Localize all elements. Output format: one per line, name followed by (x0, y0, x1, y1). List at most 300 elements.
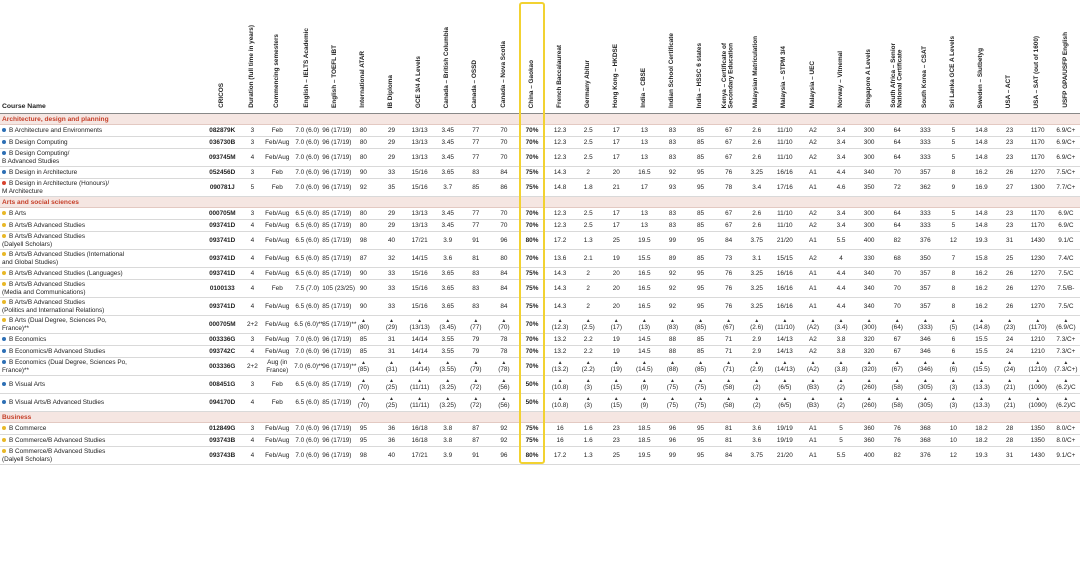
cell-malaysian-matriculation: 3.25 (743, 268, 771, 280)
course-name-cell[interactable] (0, 316, 201, 334)
cell-kenya-certificate-of-secondary-education: 67 (715, 137, 743, 149)
course-name-text: B Design Computing/ (9, 150, 70, 158)
cell-value: (58) (722, 401, 735, 409)
cell-usa-act: 31 (996, 232, 1024, 250)
cell-hong-kong-hkdse (602, 316, 630, 334)
cell-commencing-semesters: Aug (in France) (261, 358, 293, 376)
cricos-code-cell: 000705M (201, 208, 244, 220)
course-name-cell[interactable] (0, 376, 201, 394)
cell-sweden-slutbetyg: 16.2 (967, 280, 995, 298)
column-header-label: French Baccalaureat (555, 45, 563, 108)
column-header-label: South Africa – Senior National Certificate (889, 43, 904, 108)
cell-sri-lanka-gce-a-levels: 8 (939, 268, 967, 280)
cell-value: (83) (666, 323, 679, 331)
cell-sweden-slutbetyg: 19.3 (967, 232, 995, 250)
course-name-text: France)** (2, 366, 29, 374)
cell-canada-british-columbia: 3.65 (434, 298, 462, 316)
up-triangle-icon: ▲ (417, 359, 423, 366)
cell-english-toefl-ibt: 85 (17/19) (321, 376, 349, 394)
cell-indian-school-certificate (658, 358, 686, 376)
blue-bullet-icon (2, 337, 6, 341)
cell-duration-full-time-in-years: 3 (244, 334, 262, 346)
cell-usa-act: 25 (996, 250, 1024, 268)
cell-canada-british-columbia: 3.65 (434, 268, 462, 280)
cell-international-atar: 90 (349, 268, 377, 280)
cell-kenya-certificate-of-secondary-education: 76 (715, 167, 743, 179)
table-row (0, 179, 1080, 197)
course-name-cell[interactable] (0, 346, 201, 358)
up-triangle-icon: ▲ (557, 377, 563, 384)
cell-hong-kong-hkdse: 17 (602, 208, 630, 220)
cell-kenya-certificate-of-secondary-education (715, 394, 743, 412)
blue-bullet-icon (2, 151, 6, 155)
course-name-cell[interactable] (0, 298, 201, 316)
cell-indian-school-certificate: 96 (658, 423, 686, 435)
course-name-cell[interactable] (0, 125, 201, 137)
column-header-label: India – HSSC 6 states (696, 42, 704, 108)
cell-south-korea-csat: 357 (911, 280, 939, 298)
cell-ib-diploma: 29 (377, 137, 405, 149)
cell-gce-3-4-a-levels: 14/14 (406, 334, 434, 346)
cell-south-africa-senior-national-certificate: 82 (883, 447, 911, 465)
cell-french-baccalaureat: 14.8 (546, 179, 574, 197)
blue-bullet-icon (2, 360, 6, 364)
cell-usfp-gpa-usfp-english (1052, 376, 1080, 394)
cell-india-cbse: 17 (630, 179, 658, 197)
up-triangle-icon: ▲ (810, 395, 816, 402)
cell-sri-lanka-gce-a-levels (939, 376, 967, 394)
cell-value: (11/10) (774, 323, 795, 331)
cell-duration-full-time-in-years: 4 (244, 250, 262, 268)
cell-sri-lanka-gce-a-levels: 6 (939, 334, 967, 346)
cell-usfp-gpa-usfp-english: 6.9/C (1052, 220, 1080, 232)
up-triangle-icon: ▲ (389, 395, 394, 402)
column-header-label: Duration (full time in years) (248, 25, 256, 108)
cell-canada-nova-scotia: 78 (490, 346, 518, 358)
cell-usa-act: 27 (996, 179, 1024, 197)
cell-singapore-a-levels (855, 394, 883, 412)
cell-norway-vitnemal: 3.8 (827, 334, 855, 346)
course-name-text: M Architecture (2, 187, 43, 195)
cell-value: (9) (640, 383, 649, 391)
cell-canada-ossd: 91 (462, 447, 490, 465)
cell-value: (A2) (806, 323, 819, 331)
cell-germany-abitur (574, 358, 602, 376)
cell-india-cbse (630, 358, 658, 376)
cell-malaysia-uec: A1 (799, 447, 827, 465)
cell-value: (3) (949, 401, 958, 409)
course-name-cell[interactable] (0, 137, 201, 149)
cell-value: (2) (752, 383, 761, 391)
cell-malaysia-uec (799, 376, 827, 394)
cell-english-toefl-ibt: 96 (17/19) (321, 435, 349, 447)
cell-gce-3-4-a-levels: 13/13 (406, 125, 434, 137)
cell-value: (13.3) (973, 383, 990, 391)
cell-value: (29) (385, 323, 398, 331)
course-name-cell[interactable] (0, 208, 201, 220)
cell-canada-british-columbia: 3.65 (434, 167, 462, 179)
cell-value: (14/14) (409, 365, 430, 373)
course-name-cell[interactable] (0, 179, 201, 197)
cricos-code-cell: 090781J (201, 179, 244, 197)
cell-norway-vitnemal: 4.4 (827, 268, 855, 280)
cell-duration-full-time-in-years: 3 (244, 208, 262, 220)
cell-usa-act: 26 (996, 268, 1024, 280)
cell-sweden-slutbetyg: 16.2 (967, 167, 995, 179)
up-triangle-icon: ▲ (1035, 359, 1041, 366)
cell-singapore-a-levels: 400 (855, 232, 883, 250)
cell-china-gaokao: 70% (518, 220, 546, 232)
cell-malaysia-uec: A2 (799, 125, 827, 137)
cell-gce-3-4-a-levels: 17/21 (406, 232, 434, 250)
cell-usa-sat-out-of-1600: 1350 (1024, 435, 1052, 447)
cell-south-africa-senior-national-certificate (883, 376, 911, 394)
up-triangle-icon: ▲ (360, 359, 366, 366)
cell-south-korea-csat: 362 (911, 179, 939, 197)
cell-kenya-certificate-of-secondary-education: 78 (715, 179, 743, 197)
cell-french-baccalaureat: 16 (546, 435, 574, 447)
up-triangle-icon: ▲ (1035, 317, 1041, 324)
cell-hong-kong-hkdse: 21 (602, 179, 630, 197)
cell-germany-abitur (574, 376, 602, 394)
yellow-bullet-icon (2, 252, 6, 256)
course-name-cell[interactable] (0, 149, 201, 167)
cell-india-hssc-6-states (687, 394, 715, 412)
cell-english-ielts-academic: 7.0 (6.0) (293, 137, 321, 149)
cell-ib-diploma: 40 (377, 447, 405, 465)
cell-sri-lanka-gce-a-levels: 8 (939, 280, 967, 298)
cell-sweden-slutbetyg (967, 394, 995, 412)
cell-french-baccalaureat (546, 376, 574, 394)
cell-canada-nova-scotia (490, 376, 518, 394)
cell-kenya-certificate-of-secondary-education: 81 (715, 423, 743, 435)
cell-gce-3-4-a-levels (406, 376, 434, 394)
cell-canada-british-columbia: 3.8 (434, 423, 462, 435)
course-name-text: B Architecture and Environments (9, 126, 103, 134)
blue-bullet-icon (2, 140, 6, 144)
cell-usfp-gpa-usfp-english: 6.9/C+ (1052, 125, 1080, 137)
cricos-code-cell: 003336G (201, 358, 244, 376)
up-triangle-icon: ▲ (417, 377, 423, 384)
cell-singapore-a-levels: 300 (855, 137, 883, 149)
cell-kenya-certificate-of-secondary-education: 76 (715, 268, 743, 280)
cricos-code-cell: 093743B (201, 447, 244, 465)
up-triangle-icon: ▲ (838, 317, 844, 324)
cell-india-hssc-6-states: 85 (687, 334, 715, 346)
cell-usfp-gpa-usfp-english: 7.5/B- (1052, 280, 1080, 298)
cell-commencing-semesters: Feb/Aug (261, 316, 293, 334)
cell-value: (85) (357, 365, 370, 373)
cell-singapore-a-levels: 330 (855, 250, 883, 268)
cell-canada-ossd: 91 (462, 232, 490, 250)
cell-usa-sat-out-of-1600 (1024, 358, 1052, 376)
cell-germany-abitur: 2 (574, 268, 602, 280)
course-name-cell[interactable] (0, 447, 201, 465)
cell-germany-abitur: 1.6 (574, 423, 602, 435)
yellow-bullet-icon (2, 282, 6, 286)
section-title: Arts and social sciences (0, 197, 1080, 208)
cell-canada-nova-scotia: 86 (490, 179, 518, 197)
cell-norway-vitnemal: 3.4 (827, 220, 855, 232)
up-triangle-icon: ▲ (866, 317, 872, 324)
cell-value: (12.3) (551, 323, 569, 331)
up-triangle-icon: ▲ (894, 377, 900, 384)
cell-sweden-slutbetyg: 15.8 (967, 250, 995, 268)
cell-malaysian-matriculation: 3.6 (743, 423, 771, 435)
cell-commencing-semesters: Feb (261, 179, 293, 197)
cell-english-ielts-academic: 7.0 (6.0) (293, 125, 321, 137)
cell-indian-school-certificate: 99 (658, 447, 686, 465)
cell-value: (15) (610, 383, 622, 391)
cell-malaysia-uec: A2 (799, 346, 827, 358)
cell-gce-3-4-a-levels (406, 316, 434, 334)
table-row (0, 394, 1080, 412)
course-name-text: B Commerce (9, 424, 47, 432)
cell-value: (A2) (806, 365, 819, 373)
cell-norway-vitnemal: 3.4 (827, 137, 855, 149)
cell-south-africa-senior-national-certificate: 70 (883, 298, 911, 316)
cell-south-africa-senior-national-certificate: 82 (883, 232, 911, 250)
cell-ib-diploma: 33 (377, 298, 405, 316)
cell-canada-british-columbia: 3.8 (434, 435, 462, 447)
cell-usa-act: 28 (996, 435, 1024, 447)
cell-singapore-a-levels: 400 (855, 447, 883, 465)
cell-english-toefl-ibt: 85 (17/19) (321, 208, 349, 220)
up-triangle-icon: ▲ (726, 317, 732, 324)
cell-china-gaokao: 70% (518, 149, 546, 167)
blue-bullet-icon (2, 170, 6, 174)
cell-commencing-semesters: Feb/Aug (261, 346, 293, 358)
cell-germany-abitur: 2.5 (574, 208, 602, 220)
cell-india-hssc-6-states: 95 (687, 179, 715, 197)
cell-value: (14.8) (973, 323, 990, 331)
cell-indian-school-certificate (658, 394, 686, 412)
cell-south-africa-senior-national-certificate: 70 (883, 268, 911, 280)
cell-indian-school-certificate (658, 316, 686, 334)
up-triangle-icon: ▲ (950, 395, 956, 402)
cell-germany-abitur: 1.6 (574, 435, 602, 447)
cell-malaysian-matriculation (743, 316, 771, 334)
cell-duration-full-time-in-years: 4 (244, 447, 262, 465)
cell-canada-nova-scotia: 70 (490, 149, 518, 167)
cell-ib-diploma (377, 316, 405, 334)
column-header-india-cbse (630, 0, 658, 114)
cell-english-ielts-academic: 7.0 (6.0) (293, 179, 321, 197)
cell-gce-3-4-a-levels: 13/13 (406, 149, 434, 167)
course-name-cell[interactable] (0, 280, 201, 298)
cell-canada-nova-scotia: 70 (490, 137, 518, 149)
section-title: Business (0, 412, 1080, 423)
cell-usfp-gpa-usfp-english: 7.5/C (1052, 268, 1080, 280)
course-name-cell[interactable] (0, 220, 201, 232)
column-header-duration-full-time-in-years (244, 0, 262, 114)
up-triangle-icon: ▲ (389, 359, 394, 366)
cell-gce-3-4-a-levels (406, 358, 434, 376)
cell-french-baccalaureat: 17.2 (546, 447, 574, 465)
cell-canada-ossd: 77 (462, 125, 490, 137)
course-name-cell[interactable] (0, 394, 201, 412)
cell-malaysia-stpm-3-4: 16/16 (771, 280, 799, 298)
cell-south-africa-senior-national-certificate: 70 (883, 167, 911, 179)
column-header-canada-ossd (462, 0, 490, 114)
cell-hong-kong-hkdse (602, 358, 630, 376)
cell-south-korea-csat: 333 (911, 125, 939, 137)
cell-sweden-slutbetyg: 18.2 (967, 435, 995, 447)
cell-french-baccalaureat: 14.3 (546, 268, 574, 280)
cell-india-cbse: 16.5 (630, 167, 658, 179)
cell-kenya-certificate-of-secondary-education (715, 376, 743, 394)
cell-china-gaokao: 70% (518, 346, 546, 358)
cell-singapore-a-levels: 300 (855, 220, 883, 232)
cell-kenya-certificate-of-secondary-education (715, 316, 743, 334)
cell-hong-kong-hkdse: 20 (602, 268, 630, 280)
course-name-cell[interactable] (0, 167, 201, 179)
cell-canada-nova-scotia: 80 (490, 250, 518, 268)
cell-india-hssc-6-states: 95 (687, 423, 715, 435)
cell-indian-school-certificate: 93 (658, 179, 686, 197)
up-triangle-icon: ▲ (698, 359, 704, 366)
cell-value: (13/13) (409, 323, 430, 331)
cell-usa-sat-out-of-1600: 1170 (1024, 137, 1052, 149)
cell-usa-sat-out-of-1600: 1170 (1024, 208, 1052, 220)
cell-french-baccalaureat: 14.3 (546, 298, 574, 316)
cell-canada-british-columbia: 3.7 (434, 179, 462, 197)
course-name-cell[interactable] (0, 423, 201, 435)
cell-hong-kong-hkdse: 19 (602, 250, 630, 268)
up-triangle-icon: ▲ (557, 359, 563, 366)
cell-value: (3) (584, 383, 593, 391)
cell-canada-british-columbia (434, 376, 462, 394)
cell-sweden-slutbetyg: 14.8 (967, 137, 995, 149)
cell-south-africa-senior-national-certificate: 64 (883, 149, 911, 167)
cell-norway-vitnemal: 5 (827, 435, 855, 447)
up-triangle-icon: ▲ (950, 359, 956, 366)
cell-china-gaokao: 70% (518, 125, 546, 137)
cell-germany-abitur (574, 316, 602, 334)
cell-india-hssc-6-states: 85 (687, 137, 715, 149)
course-name-cell[interactable] (0, 250, 201, 268)
cell-india-cbse: 16.5 (630, 298, 658, 316)
cell-germany-abitur: 2.2 (574, 334, 602, 346)
up-triangle-icon: ▲ (613, 359, 619, 366)
cell-value: (11/11) (409, 383, 430, 391)
cell-indian-school-certificate (658, 376, 686, 394)
up-triangle-icon: ▲ (613, 377, 619, 384)
cell-germany-abitur: 1.8 (574, 179, 602, 197)
header-row (0, 0, 1080, 114)
cell-sweden-slutbetyg: 14.8 (967, 208, 995, 220)
cell-canada-nova-scotia (490, 394, 518, 412)
table-row (0, 447, 1080, 465)
cell-ib-diploma (377, 376, 405, 394)
cell-value: (260) (861, 401, 877, 409)
cell-duration-full-time-in-years: 4 (244, 268, 262, 280)
cell-value: (19) (610, 365, 622, 373)
cell-kenya-certificate-of-secondary-education: 76 (715, 298, 743, 316)
up-triangle-icon: ▲ (501, 377, 507, 384)
column-header-label: China – Gaokao (527, 59, 535, 108)
cell-usa-act (996, 316, 1024, 334)
column-header-label: Sweden – Slutbetyg (977, 47, 985, 108)
cell-sweden-slutbetyg: 14.8 (967, 125, 995, 137)
cell-south-africa-senior-national-certificate: 67 (883, 334, 911, 346)
cell-indian-school-certificate: 92 (658, 280, 686, 298)
cell-commencing-semesters: Feb/Aug (261, 423, 293, 435)
cell-usa-sat-out-of-1600 (1024, 316, 1052, 334)
cell-english-ielts-academic: 6.5 (6.0) (293, 394, 321, 412)
cell-south-korea-csat (911, 358, 939, 376)
cell-canada-british-columbia: 3.9 (434, 447, 462, 465)
up-triangle-icon: ▲ (445, 359, 451, 366)
cell-value: (88) (666, 365, 679, 373)
column-header-label: Singapore A Levels (864, 49, 872, 108)
cell-value: (67) (722, 323, 735, 331)
cell-kenya-certificate-of-secondary-education: 84 (715, 447, 743, 465)
cell-sri-lanka-gce-a-levels: 9 (939, 179, 967, 197)
up-triangle-icon: ▲ (1063, 317, 1069, 324)
course-name-cell[interactable] (0, 232, 201, 250)
cell-value: (3) (949, 383, 958, 391)
up-triangle-icon: ▲ (922, 317, 928, 324)
cell-duration-full-time-in-years: 3 (244, 137, 262, 149)
cell-malaysian-matriculation: 2.9 (743, 334, 771, 346)
cell-duration-full-time-in-years: 4 (244, 220, 262, 232)
cell-malaysian-matriculation: 3.1 (743, 250, 771, 268)
cell-gce-3-4-a-levels: 17/21 (406, 447, 434, 465)
course-name-cell[interactable] (0, 334, 201, 346)
table-row (0, 334, 1080, 346)
cell-english-ielts-academic: 6.5 (6.0) (293, 250, 321, 268)
cell-usa-sat-out-of-1600: 1170 (1024, 149, 1052, 167)
up-triangle-icon: ▲ (445, 317, 451, 324)
cell-duration-full-time-in-years: 2+2 (244, 358, 262, 376)
cell-malaysian-matriculation: 3.25 (743, 167, 771, 179)
cell-south-korea-csat: 333 (911, 149, 939, 167)
cell-india-hssc-6-states: 85 (687, 208, 715, 220)
cell-hong-kong-hkdse: 23 (602, 435, 630, 447)
course-name-text: and Global Studies) (2, 258, 59, 266)
cell-china-gaokao: 75% (518, 179, 546, 197)
course-name-text: B Visual Arts (9, 380, 46, 388)
cricos-code-cell: 0100133 (201, 280, 244, 298)
cell-usfp-gpa-usfp-english: 7.5/C+ (1052, 167, 1080, 179)
cell-canada-nova-scotia: 84 (490, 280, 518, 298)
cell-singapore-a-levels (855, 358, 883, 376)
cell-indian-school-certificate: 89 (658, 250, 686, 268)
cell-value: (5) (949, 323, 958, 331)
table-row (0, 298, 1080, 316)
course-name-cell[interactable] (0, 435, 201, 447)
cell-value: (64) (891, 323, 903, 331)
cell-english-ielts-academic: 6.5 (6.0) (293, 376, 321, 394)
cell-india-cbse (630, 316, 658, 334)
cell-indian-school-certificate: 83 (658, 125, 686, 137)
cell-international-atar: 90 (349, 298, 377, 316)
cell-commencing-semesters: Feb/Aug (261, 298, 293, 316)
cell-usfp-gpa-usfp-english: 8.0/C+ (1052, 435, 1080, 447)
course-name-cell[interactable] (0, 268, 201, 280)
cell-value: (21) (1003, 383, 1016, 391)
cell-china-gaokao: 75% (518, 280, 546, 298)
course-name-cell[interactable] (0, 358, 201, 376)
cell-gce-3-4-a-levels: 15/16 (406, 298, 434, 316)
up-triangle-icon: ▲ (838, 377, 844, 384)
cell-canada-ossd (462, 394, 490, 412)
cell-usa-sat-out-of-1600: 1430 (1024, 232, 1052, 250)
course-name-text: (Media and Communications) (2, 288, 86, 296)
cell-malaysia-uec: A1 (799, 232, 827, 250)
cell-south-korea-csat: 376 (911, 447, 939, 465)
